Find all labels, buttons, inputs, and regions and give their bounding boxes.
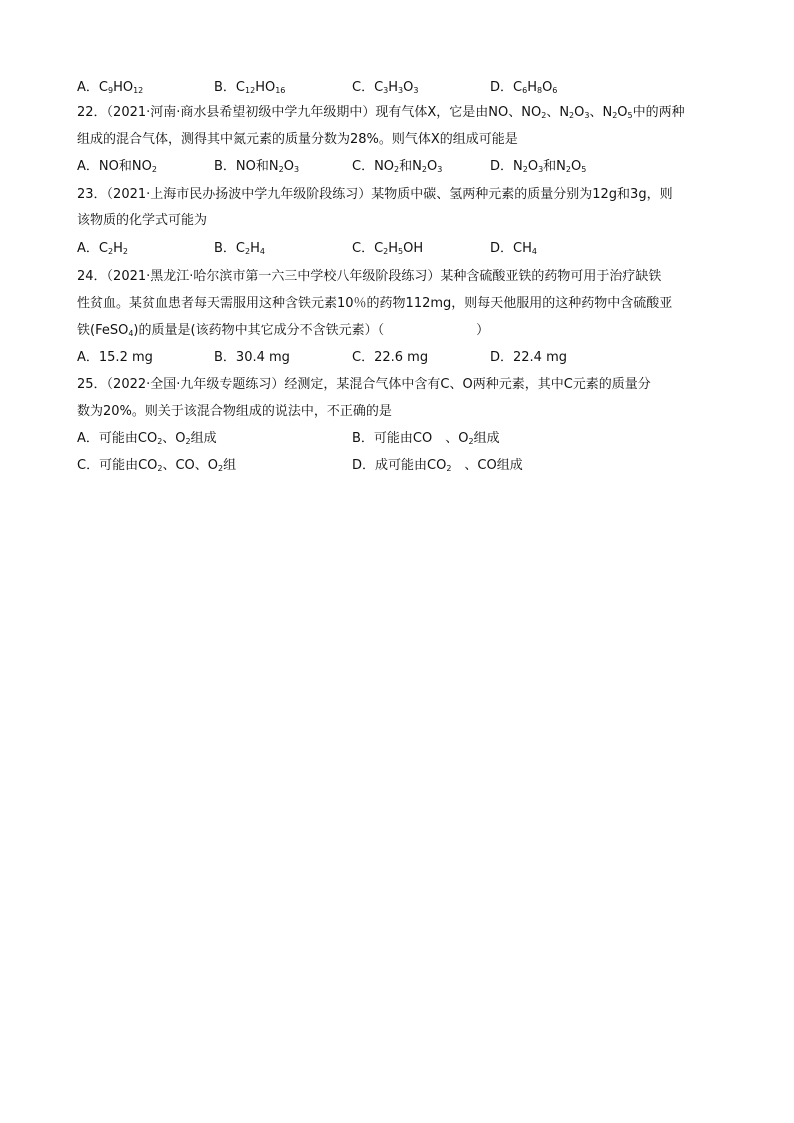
q23-option-c: C．$C_2H_5OH$ [352, 241, 424, 256]
q24-stem-line2: 性贫血。某贫血患者每天需服用这种含铁元素10％的药物112mg，则每天他服用的这种药物中含硫酸亚 [77, 296, 673, 311]
q22-stem-line2: 组成的混合气体，测得其中氮元素的质量分数为28%。则气体X的组成可能是 [77, 132, 518, 147]
q21-option-b: B．$C_{12}HO_{16}$ [214, 80, 286, 95]
q22-option-d: D．$N_2O_3$和$N_2O_5$ [490, 159, 587, 174]
q25-option-b: B．可能由CO 、$O_2$组成 [352, 431, 500, 446]
q22-option-b: B．NO和$N_2O_3$ [214, 159, 300, 174]
q23-options [77, 240, 717, 258]
q24-option-a: A．15.2 mg [77, 350, 153, 365]
q25-stem-line1: 25．（2022·全国·九年级专题练习）经测定，某混合气体中含有C、O两种元素，其中C元素的质量分 [77, 377, 651, 392]
q24-stem-line3: 铁(FeSO$_4$)的质量是(该药物中其它成分不含铁元素）（ ） [77, 323, 490, 338]
q22-option-c: C．$NO_2$和$N_2O_3$ [352, 159, 443, 174]
q22-option-a: A．NO和$NO_2$ [77, 159, 157, 174]
q25-option-d: D．成可能由$CO_2$ 、CO组成 [352, 458, 523, 473]
q23-option-a: A．$C_2H_2$ [77, 241, 128, 256]
q25-options-row1 [77, 430, 717, 448]
q21-options [77, 79, 717, 97]
q23-option-b: B．$C_2H_4$ [214, 241, 265, 256]
q24-option-c: C．22.6 mg [352, 350, 429, 365]
q22-options [77, 158, 717, 176]
q25-stem-line2: 数为20%。则关于该混合物组成的说法中，不正确的是 [77, 404, 392, 419]
q22-stem-line1: 22．（2021·河南·商水县希望初级中学九年级期中）现有气体X，它是由NO、$NO_2$、$N_2O_3$、$N_2O_5$中的两种 [77, 105, 685, 120]
q23-option-d: D．$CH_4$ [490, 241, 537, 256]
q24-option-b: B．30.4 mg [214, 350, 290, 365]
q21-option-a: A．$C_9HO_{12}$ [77, 80, 144, 95]
q25-options-row2 [77, 457, 717, 475]
q25-option-c: C．可能由$CO_2$、CO、$O_2$组 [77, 458, 237, 473]
q21-option-d: D．$C_6H_8O_6$ [490, 80, 558, 95]
q23-stem-line1: 23．（2021·上海市民办扬波中学九年级阶段练习）某物质中碳、氢两种元素的质量分别为12g和3g，则 [77, 187, 673, 202]
q25-option-a: A．可能由$CO_2$、$O_2$组成 [77, 431, 217, 446]
q23-stem-line2: 该物质的化学式可能为 [77, 213, 208, 228]
q24-option-d: D．22.4 mg [490, 350, 568, 365]
q24-stem-line1: 24．（2021·黑龙江·哈尔滨市第一六三中学校八年级阶段练习）某种含硫酸亚铁的药物可用于治疗缺铁 [77, 269, 662, 284]
q24-options [77, 349, 717, 367]
q21-option-c: C．$C_3H_3O_3$ [352, 80, 419, 95]
